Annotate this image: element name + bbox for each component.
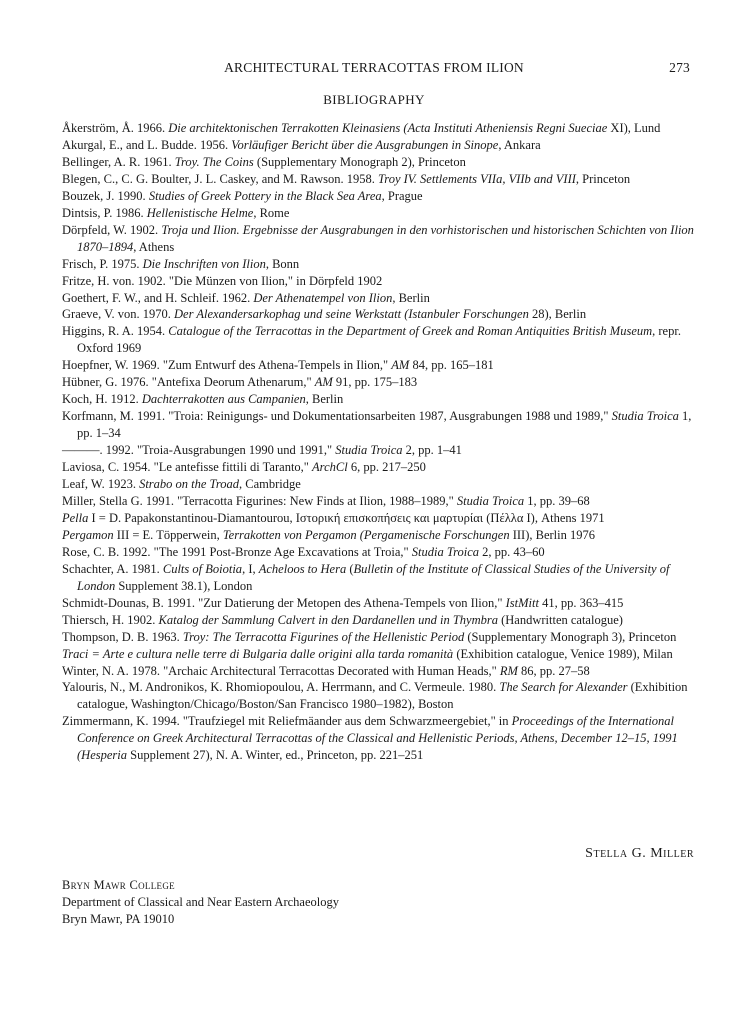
bib-entry-text: , Rome [253,205,290,220]
bib-entry-title: ArchCl [312,460,348,475]
bib-entry-text: Supplement 38.1), London [115,578,253,593]
bib-entry-text: Akurgal, E., and L. Budde. 1956. [62,137,232,152]
bib-entry-text: , Cambridge [238,477,301,492]
bib-entry [62,527,694,544]
bibliography-list [62,120,694,764]
bib-entry-text: Bellinger, A. R. 1961. [62,154,175,169]
author-name: Stella G. Miller [585,846,694,861]
bib-entry-text: Yalouris, N., M. Andronikos, K. Rhomiopoulou, A. Herrmann, and C. Vermeule. 1980. [62,680,500,695]
bib-entry-title: Studia Troica [611,409,679,424]
bib-entry-text: XI), Lund [607,121,661,135]
bib-entry-title: Acheloos to Hera [258,561,347,576]
bib-entry-text: 6, pp. 217–250 [347,460,426,475]
bib-entry-title: Pergamon [62,527,114,542]
bib-entry-text: Higgins, R. A. 1954. [62,324,169,339]
bib-entry-title: Hellenistische Helme [146,205,254,220]
bib-entry-text: III = E. Töpperwein, [113,527,223,542]
bib-entry [62,171,694,188]
bib-entry-text: Zimmermann, K. 1994. "Traufziegel mit Reliefmäander aus dem Schwarzmeergebiet," in [62,714,512,729]
bib-entry-text: Miller, Stella G. 1991. "Terracotta Figurines: New Finds at Ilion, 1988–1989," [62,493,457,508]
bib-entry [62,442,694,459]
section-heading: BIBLIOGRAPHY [323,92,425,107]
bib-entry-text: Graeve, V. von. 1970. [62,307,175,322]
bib-entry-text: Dörpfeld, W. 1902. [62,222,162,237]
bib-entry-text: (Exhibition catalogue, Washington/Chicago/Boston/San Francisco 1980–1982), Boston [77,680,688,712]
bib-entry-title: Troy IV. Settlements VIIa, VIIb and VIII [378,171,576,186]
bib-entry-text: , repr. Oxford 1969 [77,324,681,356]
author-affiliation [62,877,339,928]
bib-entry-text: (Handwritten catalogue) [497,612,623,627]
bib-entry-text: (Supplementary Monograph 2), Princeton [253,154,466,169]
bib-entry-text: , Berlin [305,392,344,407]
bib-entry-text: , Bonn [265,256,300,271]
bib-entry-text: Thiersch, H. 1902. [62,612,159,627]
bib-entry-text: 28), Berlin [528,307,587,322]
bib-entry-text: (Supplementary Monograph 3), Princeton [464,629,677,644]
bib-entry [62,222,694,256]
bib-entry-title: Cults of Boiotia [162,561,243,576]
bib-entry-text: III), Berlin 1976 [509,527,595,542]
running-title: ARCHITECTURAL TERRACOTTAS FROM ILION [224,60,524,75]
bib-entry-text: 41, pp. 363–415 [538,595,624,610]
bib-entry [62,391,694,408]
bib-entry-text: Frisch, P. 1975. [62,256,143,271]
bib-entry-text: , Berlin [392,290,430,305]
bib-entry-title: Studia Troica [335,443,403,458]
bib-entry-text: ———. 1992. "Troia-Ausgrabungen 1990 und 1991," [62,443,336,458]
bib-entry-text: Koch, H. 1912. [62,392,142,407]
bib-entry-text: Fritze, H. von. 1902. "Die Münzen von Ilion," in Dörpfeld 1902 [62,273,383,288]
bib-entry [62,357,694,374]
bib-entry-text: Schachter, A. 1981. [62,561,163,576]
bib-entry [62,205,694,222]
bib-entry [62,510,694,527]
bib-entry-title: Studia Troica [411,544,480,559]
bib-entry-title: Catalogue of the Terracottas in the Department of Greek and Roman Antiquities British Museum [168,324,653,339]
bib-entry [62,323,694,357]
bib-entry-title: Die architektonischen Terrakotten Kleinasiens (Acta Instituti Atheniensis Regni Sueciae [168,121,608,135]
bib-entry-text: Korfmann, M. 1991. "Troia: Reinigungs- und Dokumentationsarbeiten 1987, Ausgrabungen 1988 und 1989," [62,409,612,424]
bib-entry [62,476,694,493]
bib-entry-text: Hoepfner, W. 1969. "Zum Entwurf des Athena-Tempels in Ilion," [62,358,392,373]
bib-entry-title: AM [391,358,410,373]
bib-entry-text: , Athens [133,239,175,254]
bib-entry-title: Troy. The Coins [174,154,254,169]
bib-entry-title: Der Alexandersarkophag und seine Werkstatt (Istanbuler Forschungen [174,307,529,322]
bib-entry-text: Dintsis, P. 1986. [62,205,147,220]
bib-entry-text: Bouzek, J. 1990. [62,188,149,203]
bib-entry-title: Studies of Greek Pottery in the Black Sea Area [148,188,382,203]
bib-entry-title: AM [314,375,333,390]
bib-entry-text: Winter, N. A. 1978. "Archaic Architectural Terracottas Decorated with Human Heads," [62,663,500,678]
department-name: Department of Classical and Near Eastern Archaeology [62,895,339,909]
bib-entry-title: Die Inschriften von Ilion [142,256,266,271]
bib-entry-title: Troja und Ilion. Ergebnisse der Ausgrabungen in den vorhistorischen und historischen Schichten von Ilion 1870–1894 [77,222,694,254]
bib-entry [62,459,694,476]
bib-entry-text: Goethert, F. W., and H. Schleif. 1962. [62,290,254,305]
bib-entry-text: 91, pp. 175–183 [332,375,418,390]
running-header [58,60,690,78]
bib-entry-title: RM [499,663,518,678]
bib-entry [62,256,694,273]
bib-entry [62,612,694,629]
bib-entry-text: Hübner, G. 1976. "Antefixa Deorum Athenarum," [62,375,315,390]
bib-entry-text: 1, pp. 39–68 [524,493,590,508]
bib-entry [62,544,694,561]
bib-entry-title: Traci = Arte e cultura nelle terre di Bulgaria dalle origini alla tarda romanità [62,646,454,661]
bib-entry [62,306,694,323]
address: Bryn Mawr, PA 19010 [62,912,175,926]
bib-entry-text: , Prague [381,188,423,203]
bib-entry-title: Troy: The Terracotta Figurines of the Hellenistic Period [182,629,465,644]
bib-entry-text: I = D. Papakonstantinou-Diamantourou, Ιστορική επισκοπήσεις και μαρτυρίαι (Πέλλα I), Athens 1971 [88,510,605,525]
bib-entry-title: Der Athenatempel von Ilion [253,290,393,305]
bib-entry-text: 2, pp. 43–60 [479,544,545,559]
bib-entry-text: Åkerström, Å. 1966. [62,121,169,135]
bib-entry-text: Blegen, C., C. G. Boulter, J. L. Caskey, and M. Rawson. 1958. [62,171,379,186]
bib-entry [62,154,694,171]
bib-entry-text: , I, [242,561,259,576]
bib-entry-text: , Princeton [575,171,631,186]
bib-entry-title: Pella [62,510,89,525]
bib-entry [62,713,694,764]
bib-entry-text: 1, pp. 1–34 [77,409,692,441]
bib-entry [62,137,694,154]
bib-entry [62,561,694,595]
bib-entry-title: Proceedings of the International Conference on Greek Architectural Terracottas of the Classical and Hellenistic Periods, Athens, December 12–15, 1991 (Hesperia [77,714,678,763]
bib-entry-title: Terrakotten von Pergamon (Pergamenische Forschungen [222,527,510,542]
bib-entry-title: Studia Troica [456,493,525,508]
bib-entry [62,374,694,391]
bib-entry-text: Laviosa, C. 1954. "Le antefisse fittili di Taranto," [62,460,313,475]
bib-entry-title: Bulletin of the Institute of Classical Studies of the University of London [77,561,670,593]
bib-entry-text: , Ankara [498,137,541,152]
bib-entry [62,493,694,510]
bib-entry-text: ( [346,561,354,576]
bib-entry-text: Thompson, D. B. 1963. [62,629,183,644]
bib-entry-text: Supplement 27), N. A. Winter, ed., Princeton, pp. 221–251 [127,748,424,763]
bib-entry [62,120,694,137]
bib-entry [62,595,694,612]
bib-entry [62,663,694,680]
page-number: 273 [669,60,690,75]
bib-entry [62,290,694,307]
bib-entry-text: 84, pp. 165–181 [409,358,494,373]
bib-entry-title: Vorläufiger Bericht über die Ausgrabungen in Sinope [231,137,499,152]
bib-entry [62,188,694,205]
bib-entry [62,408,694,442]
bib-entry-title: Dachterrakotten aus Campanien [141,392,306,407]
bib-entry-text: Rose, C. B. 1992. "The 1991 Post-Bronze Age Excavations at Troia," [62,544,412,559]
bib-entry-text: Leaf, W. 1923. [62,477,140,492]
bib-entry-text: (Exhibition catalogue, Venice 1989), Milan [453,646,673,661]
bib-entry-text: Schmidt-Dounas, B. 1991. "Zur Datierung der Metopen des Athena-Tempels von Ilion," [62,595,506,610]
bib-entry [62,273,694,290]
bib-entry-text: 86, pp. 27–58 [517,663,590,678]
bib-entry [62,646,694,663]
bib-entry-title: Katalog der Sammlung Calvert in den Dardanellen und in Thymbra [158,612,498,627]
institution-name: Bryn Mawr College [62,878,175,892]
bib-entry-title: The Search for Alexander [499,680,628,695]
bib-entry-text: 2, pp. 1–41 [402,443,462,458]
bib-entry [62,629,694,646]
bib-entry [62,679,694,713]
bib-entry-title: Strabo on the Troad [139,477,239,492]
bib-entry-title: IstMitt [505,595,539,610]
